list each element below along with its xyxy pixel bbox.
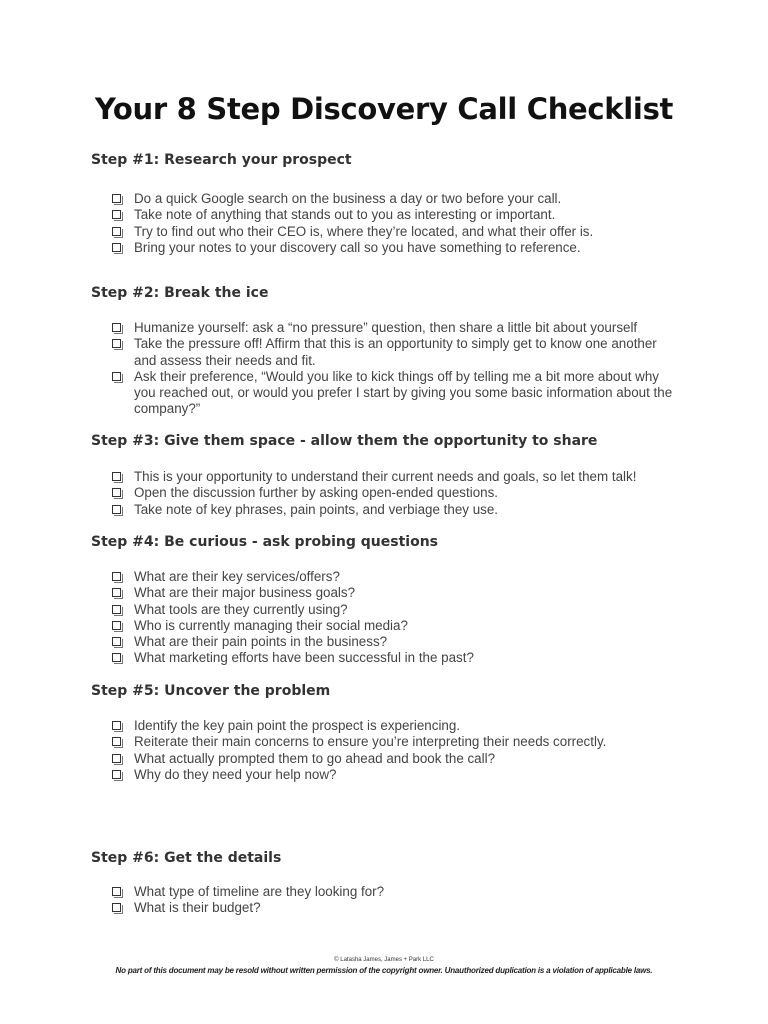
step-1-checklist	[112, 191, 682, 256]
checkbox-icon	[112, 488, 121, 497]
step-6-checklist	[112, 884, 682, 917]
legal-disclaimer: No part of this document may be resold without written permission of the copyright owner. Unauthorized duplication is a violation of applicable laws.	[115, 966, 653, 975]
checklist-item: Try to find out who their CEO is, where they’re located, and what their offer is.	[112, 224, 682, 240]
checklist-item: Who is currently managing their social media?	[112, 618, 682, 634]
checklist-item: Humanize yourself: ask a “no pressure” question, then share a little bit about yourself	[112, 320, 682, 336]
checkbox-icon	[112, 227, 121, 236]
checklist-item: Take the pressure off! Affirm that this is an opportunity to simply get to know one another and assess their needs and fit.	[112, 336, 682, 369]
step-5-heading: Step #5: Uncover the problem	[91, 683, 331, 699]
checkbox-icon	[112, 505, 121, 514]
checklist-item: What marketing efforts have been successful in the past?	[112, 650, 682, 666]
checkbox-icon	[112, 653, 121, 662]
step-6-heading: Step #6: Get the details	[91, 850, 282, 866]
checklist-item: Identify the key pain point the prospect is experiencing.	[112, 718, 682, 734]
checklist-item: Ask their preference, “Would you like to kick things off by telling me a bit more about why you reached out, or would you prefer I start by giving you some basic information about the company?”	[112, 369, 682, 418]
checklist-item: Take note of anything that stands out to you as interesting or important.	[112, 207, 682, 223]
checklist-item: What actually prompted them to go ahead and book the call?	[112, 751, 682, 767]
checkbox-icon	[112, 472, 121, 481]
checklist-item: Take note of key phrases, pain points, and verbiage they use.	[112, 502, 682, 518]
step-4-heading: Step #4: Be curious - ask probing questions	[91, 534, 439, 550]
checkbox-icon	[112, 721, 121, 730]
checklist-item: Why do they need your help now?	[112, 767, 682, 783]
checkbox-icon	[112, 323, 121, 332]
checklist-item: Bring your notes to your discovery call so you have something to reference.	[112, 240, 682, 256]
step-5-checklist	[112, 718, 682, 783]
checklist-item: Open the discussion further by asking open-ended questions.	[112, 485, 682, 501]
checklist-item: What tools are they currently using?	[112, 602, 682, 618]
copyright-notice: © Latasha James, James + Park LLC	[334, 957, 434, 963]
checkbox-icon	[112, 572, 121, 581]
page-title: Your 8 Step Discovery Call Checklist	[94, 92, 674, 126]
step-2-heading: Step #2: Break the ice	[91, 285, 269, 301]
checklist-item: Do a quick Google search on the business a day or two before your call.	[112, 191, 682, 207]
checkbox-icon	[112, 210, 121, 219]
checkbox-icon	[112, 770, 121, 779]
checklist-item: Reiterate their main concerns to ensure you’re interpreting their needs correctly.	[112, 734, 682, 750]
checkbox-icon	[112, 737, 121, 746]
checkbox-icon	[112, 243, 121, 252]
checklist-item: This is your opportunity to understand their current needs and goals, so let them talk!	[112, 469, 682, 485]
step-4-checklist	[112, 569, 682, 667]
checkbox-icon	[112, 339, 121, 348]
checklist-item: What are their pain points in the business?	[112, 634, 682, 650]
step-1-heading: Step #1: Research your prospect	[91, 152, 352, 168]
checklist-item: What is their budget?	[112, 900, 682, 916]
checkbox-icon	[112, 194, 121, 203]
checkbox-icon	[112, 588, 121, 597]
step-2-checklist	[112, 320, 682, 418]
step-3-heading: Step #3: Give them space - allow them the opportunity to share	[91, 433, 598, 449]
checkbox-icon	[112, 903, 121, 912]
checkbox-icon	[112, 372, 121, 381]
step-3-checklist	[112, 469, 682, 518]
checkbox-icon	[112, 637, 121, 646]
checklist-item: What are their key services/offers?	[112, 569, 682, 585]
checklist-item: What type of timeline are they looking for?	[112, 884, 682, 900]
checkbox-icon	[112, 754, 121, 763]
checklist-item: What are their major business goals?	[112, 585, 682, 601]
checkbox-icon	[112, 621, 121, 630]
checkbox-icon	[112, 887, 121, 896]
checkbox-icon	[112, 605, 121, 614]
